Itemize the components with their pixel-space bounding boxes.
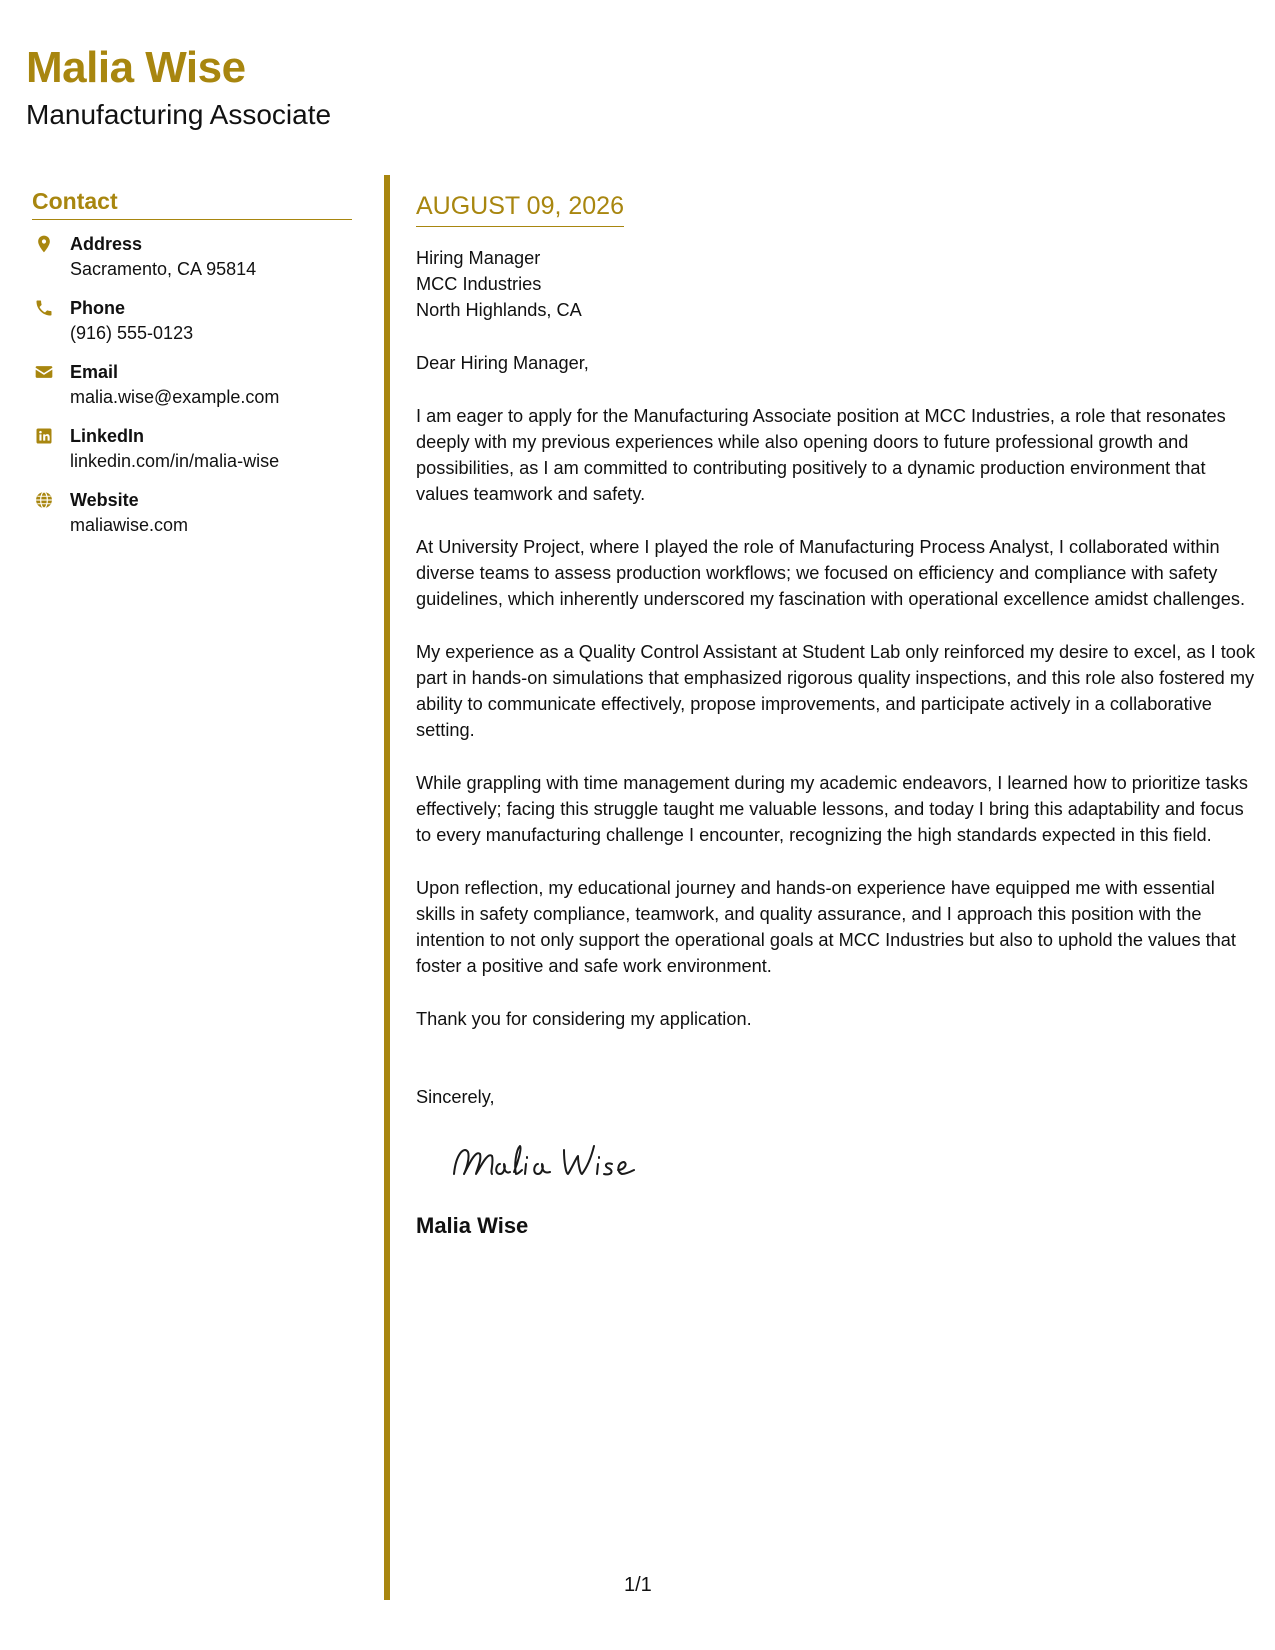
contact-heading: Contact xyxy=(32,188,352,220)
contact-label: Address xyxy=(70,234,143,254)
contact-linkedin xyxy=(32,424,352,474)
globe-icon xyxy=(34,490,54,510)
contact-sidebar xyxy=(32,188,352,552)
job-title: Manufacturing Associate xyxy=(26,99,332,130)
body-paragraph: I am eager to apply for the Manufacturing Associate position at MCC Industries, a role that resonates deeply with my previous experiences while also opening doors to future professional growth and possibilities, as I am committed to contributing positively to a dynamic production environment that values teamwork and safety. xyxy=(416,406,1226,504)
body-paragraph: At University Project, where I played the role of Manufacturing Process Analyst, I collaborated within diverse teams to assess production workflows; we focused on efficiency and compliance with safety guidelines, which inherently underscored my fascination with operational excellence amidst challenges. xyxy=(416,537,1246,609)
contact-email xyxy=(32,360,352,410)
signature-image xyxy=(446,1132,666,1192)
contact-value: Sacramento, CA 95814 xyxy=(70,259,257,279)
signer-name: Malia Wise xyxy=(416,1213,529,1238)
contact-label: Website xyxy=(70,490,139,510)
letter-date: AUGUST 09, 2026 xyxy=(416,190,624,227)
cover-letter-body xyxy=(416,190,1256,1239)
contact-value: (916) 555-0123 xyxy=(70,323,194,343)
body-paragraph: While grappling with time management during my academic endeavors, I learned how to prioritize tasks effectively; facing this struggle taught me valuable lessons, and today I bring this adaptability and focus to every manufacturing challenge I encounter, recognizing the high standards expected in this field. xyxy=(416,773,1248,845)
section-divider xyxy=(384,175,390,1600)
recipient-block xyxy=(416,245,1256,323)
contact-value: linkedin.com/in/malia-wise xyxy=(70,451,280,471)
map-pin-icon xyxy=(34,234,54,254)
contact-label: LinkedIn xyxy=(70,426,145,446)
contact-phone xyxy=(32,296,352,346)
contact-label: Phone xyxy=(70,298,126,318)
envelope-icon xyxy=(34,362,54,382)
applicant-name: Malia Wise xyxy=(26,43,246,92)
contact-website xyxy=(32,488,352,538)
body-paragraph: Upon reflection, my educational journey and hands-on experience have equipped me with essential skills in safety compliance, teamwork, and quality assurance, and I approach this position with the intention to not only support the operational goals at MCC Industries but also to uphold the values that foster a positive and safe work environment. xyxy=(416,878,1236,976)
contact-label: Email xyxy=(70,362,119,382)
greeting: Dear Hiring Manager, xyxy=(416,353,589,373)
recipient-line: North Highlands, CA xyxy=(416,300,582,320)
closing: Sincerely, xyxy=(416,1087,495,1107)
body-paragraph: My experience as a Quality Control Assistant at Student Lab only reinforced my desire to excel, as I took part in hands-on simulations that emphasized rigorous quality inspections, and this role also fostered my ability to communicate effectively, propose improvements, and participate actively in a collaborative setting. xyxy=(416,642,1256,740)
contact-address xyxy=(32,232,352,282)
recipient-line: Hiring Manager xyxy=(416,248,541,268)
recipient-line: MCC Industries xyxy=(416,274,542,294)
page-number: 1/1 xyxy=(624,1574,652,1596)
body-paragraph: Thank you for considering my application. xyxy=(416,1009,752,1029)
contact-value: malia.wise@example.com xyxy=(70,387,280,407)
phone-icon xyxy=(34,298,54,318)
linkedin-icon xyxy=(34,426,54,446)
contact-value: maliawise.com xyxy=(70,515,189,535)
